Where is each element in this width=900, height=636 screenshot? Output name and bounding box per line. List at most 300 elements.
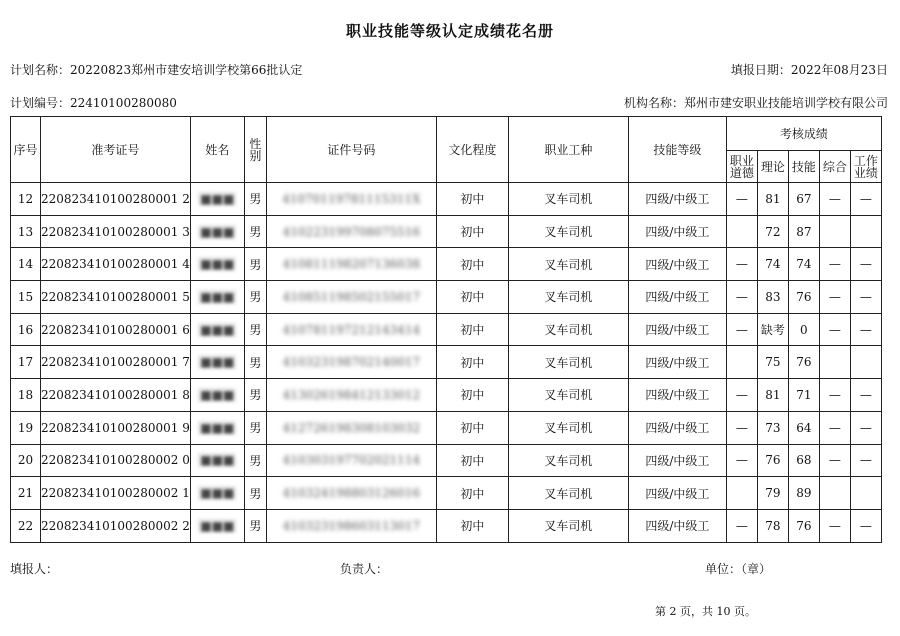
- cell-comp: [819, 477, 850, 510]
- edu-value: 初中: [460, 519, 485, 534]
- cell-level: [628, 444, 726, 477]
- cell-gender: [244, 215, 266, 248]
- name-value: ■■■: [200, 518, 235, 533]
- cell-seq: [11, 509, 41, 542]
- edu-value: 初中: [460, 355, 485, 370]
- table-row: [11, 379, 882, 412]
- cell-theory: [757, 509, 788, 542]
- edu-value: 初中: [460, 257, 485, 272]
- edu-value: 初中: [460, 421, 485, 436]
- cell-gender: [244, 509, 266, 542]
- gender-value: 男: [249, 355, 262, 370]
- ticket-value: 220823410100280001 7: [41, 355, 190, 370]
- job-value: 叉车司机: [544, 355, 593, 370]
- cell-level: [628, 346, 726, 379]
- cell-work: [850, 346, 881, 379]
- edu-value: 初中: [460, 323, 485, 338]
- seq-value: 16: [17, 322, 34, 337]
- cell-edu: [436, 346, 508, 379]
- cell-gender: [244, 444, 266, 477]
- cell-ticket: [41, 477, 191, 510]
- table-row: [11, 313, 882, 346]
- cell-seq: [11, 411, 41, 444]
- gender-value: 男: [249, 388, 262, 403]
- skill-value: 71: [796, 387, 812, 402]
- level-value: 四级/中级工: [645, 225, 710, 240]
- edu-value: 初中: [460, 453, 485, 468]
- cell-work: [850, 248, 881, 281]
- ticket-value: 220823410100280002 2: [41, 518, 190, 533]
- cell-ticket: [41, 411, 191, 444]
- cell-theory: [757, 411, 788, 444]
- edu-value: 初中: [460, 192, 485, 207]
- cell-seq: [11, 477, 41, 510]
- theory-value: 79: [765, 486, 781, 501]
- theory-value: 72: [765, 224, 781, 239]
- header-seq: 序号: [11, 117, 41, 183]
- header-ethics: 职业道德: [726, 151, 757, 183]
- cell-seq: [11, 313, 41, 346]
- header-ticket: 准考证号: [41, 117, 191, 183]
- name-value: ■■■: [200, 355, 235, 370]
- gender-value: 男: [249, 323, 262, 338]
- cell-comp: [819, 379, 850, 412]
- header-level: 技能等级: [628, 117, 726, 183]
- theory-value: 78: [765, 518, 781, 533]
- theory-value: 73: [765, 420, 781, 435]
- cell-comp: [819, 183, 850, 216]
- level-value: 四级/中级工: [645, 519, 710, 534]
- cell-job: [508, 509, 628, 542]
- cell-skill: [788, 313, 819, 346]
- cell-ticket: [41, 346, 191, 379]
- edu-value: 初中: [460, 388, 485, 403]
- gender-value: 男: [249, 486, 262, 501]
- cell-id: [266, 346, 436, 379]
- cell-ticket: [41, 444, 191, 477]
- id-value: 410851198502155017: [282, 289, 421, 304]
- cell-comp: [819, 281, 850, 314]
- cell-id: [266, 477, 436, 510]
- cell-theory: [757, 215, 788, 248]
- cell-edu: [436, 379, 508, 412]
- cell-comp: [819, 313, 850, 346]
- cell-skill: [788, 444, 819, 477]
- level-value: 四级/中级工: [645, 290, 710, 305]
- cell-work: [850, 313, 881, 346]
- work-value: —: [859, 257, 872, 272]
- header-theory: 理论: [757, 151, 788, 183]
- theory-value: 83: [765, 289, 781, 304]
- job-value: 叉车司机: [544, 192, 593, 207]
- cell-name: [190, 215, 244, 248]
- id-value: 410811198207136038: [282, 257, 421, 272]
- work-value: —: [859, 322, 872, 337]
- seq-value: 18: [17, 387, 34, 402]
- gender-value: 男: [249, 225, 262, 240]
- job-value: 叉车司机: [544, 225, 593, 240]
- page-title: 职业技能等级认定成绩花名册: [345, 22, 554, 40]
- cell-name: [190, 313, 244, 346]
- ethics-value: —: [735, 322, 748, 337]
- cell-seq: [11, 346, 41, 379]
- seq-value: 14: [17, 257, 34, 272]
- header-id: 证件号码: [266, 117, 436, 183]
- id-value: 410323198603113017: [282, 518, 421, 533]
- comp-value: —: [828, 387, 841, 402]
- cell-edu: [436, 281, 508, 314]
- theory-value: 缺考: [760, 323, 785, 338]
- cell-id: [266, 509, 436, 542]
- cell-name: [190, 248, 244, 281]
- level-value: 四级/中级工: [645, 453, 710, 468]
- theory-value: 75: [765, 355, 781, 370]
- cell-skill: [788, 379, 819, 412]
- cell-name: [190, 509, 244, 542]
- edu-value: 初中: [460, 486, 485, 501]
- job-value: 叉车司机: [544, 323, 593, 338]
- skill-value: 76: [796, 518, 812, 533]
- cell-ticket: [41, 281, 191, 314]
- cell-id: [266, 313, 436, 346]
- comp-value: —: [828, 322, 841, 337]
- id-value: 410781197212143414: [282, 322, 421, 337]
- gender-value: 男: [249, 192, 262, 207]
- cell-edu: [436, 444, 508, 477]
- plan-number: 计划编号：22410100280080: [10, 96, 177, 110]
- cell-level: [628, 215, 726, 248]
- cell-skill: [788, 411, 819, 444]
- cell-ticket: [41, 509, 191, 542]
- ticket-value: 220823410100280001 4: [41, 257, 190, 272]
- comp-value: —: [828, 518, 841, 533]
- id-value: 410303197702021114: [282, 453, 421, 468]
- skill-value: 87: [796, 224, 812, 239]
- cell-name: [190, 411, 244, 444]
- seq-value: 20: [17, 453, 34, 468]
- name-value: ■■■: [200, 289, 235, 304]
- cell-edu: [436, 183, 508, 216]
- id-value: 410323198702140017: [282, 355, 421, 370]
- page-number: 第 2 页，共 10 页。: [655, 605, 756, 618]
- skill-value: 76: [796, 289, 812, 304]
- level-value: 四级/中级工: [645, 486, 710, 501]
- gender-value: 男: [249, 290, 262, 305]
- table-row: [11, 477, 882, 510]
- ticket-value: 220823410100280001 8: [41, 387, 190, 402]
- skill-value: 0: [800, 322, 808, 337]
- cell-job: [508, 215, 628, 248]
- cell-ticket: [41, 248, 191, 281]
- cell-ethics: [726, 346, 757, 379]
- ethics-value: —: [735, 257, 748, 272]
- cell-theory: [757, 379, 788, 412]
- cell-theory: [757, 444, 788, 477]
- cell-theory: [757, 183, 788, 216]
- level-value: 四级/中级工: [645, 421, 710, 436]
- ticket-value: 220823410100280001 2: [41, 191, 190, 206]
- seq-value: 15: [17, 289, 34, 304]
- cell-ethics: [726, 477, 757, 510]
- theory-value: 74: [765, 257, 781, 272]
- skill-value: 89: [796, 486, 812, 501]
- cell-ethics: [726, 215, 757, 248]
- cell-id: [266, 215, 436, 248]
- comp-value: —: [828, 191, 841, 206]
- cell-theory: [757, 346, 788, 379]
- cell-level: [628, 509, 726, 542]
- table-row: [11, 509, 882, 542]
- table-row: [11, 444, 882, 477]
- fill-date: 填报日期：2022年08月23日: [730, 63, 888, 77]
- cell-comp: [819, 215, 850, 248]
- comp-value: —: [828, 257, 841, 272]
- cell-level: [628, 477, 726, 510]
- cell-skill: [788, 248, 819, 281]
- table-row: [11, 411, 882, 444]
- cell-ethics: [726, 379, 757, 412]
- cell-job: [508, 411, 628, 444]
- level-value: 四级/中级工: [645, 257, 710, 272]
- cell-seq: [11, 183, 41, 216]
- cell-ticket: [41, 379, 191, 412]
- job-value: 叉车司机: [544, 486, 593, 501]
- cell-work: [850, 281, 881, 314]
- ethics-value: —: [735, 518, 748, 533]
- header-skill: 技能: [788, 151, 819, 183]
- cell-edu: [436, 509, 508, 542]
- table-row: [11, 183, 882, 216]
- cell-skill: [788, 509, 819, 542]
- header-job: 职业工种: [508, 117, 628, 183]
- cell-id: [266, 281, 436, 314]
- cell-comp: [819, 346, 850, 379]
- cell-seq: [11, 281, 41, 314]
- gender-value: 男: [249, 257, 262, 272]
- cell-ticket: [41, 313, 191, 346]
- skill-value: 76: [796, 355, 812, 370]
- cell-job: [508, 248, 628, 281]
- cell-seq: [11, 444, 41, 477]
- theory-value: 76: [765, 453, 781, 468]
- cell-job: [508, 346, 628, 379]
- ticket-value: 220823410100280001 3: [41, 224, 190, 239]
- cell-comp: [819, 248, 850, 281]
- cell-skill: [788, 215, 819, 248]
- cell-seq: [11, 215, 41, 248]
- cell-level: [628, 281, 726, 314]
- cell-work: [850, 215, 881, 248]
- job-value: 叉车司机: [544, 519, 593, 534]
- name-value: ■■■: [200, 420, 235, 435]
- cell-edu: [436, 248, 508, 281]
- cell-ethics: [726, 183, 757, 216]
- cell-job: [508, 477, 628, 510]
- footer-unit: 单位：（章）: [705, 562, 772, 576]
- cell-level: [628, 248, 726, 281]
- level-value: 四级/中级工: [645, 355, 710, 370]
- skill-value: 67: [796, 191, 812, 206]
- edu-value: 初中: [460, 290, 485, 305]
- cell-comp: [819, 411, 850, 444]
- cell-name: [190, 281, 244, 314]
- work-value: —: [859, 191, 872, 206]
- cell-id: [266, 248, 436, 281]
- skill-value: 74: [796, 257, 812, 272]
- cell-gender: [244, 281, 266, 314]
- table-row: [11, 248, 882, 281]
- work-value: —: [859, 453, 872, 468]
- ticket-value: 220823410100280001 9: [41, 420, 190, 435]
- name-value: ■■■: [200, 224, 235, 239]
- cell-skill: [788, 183, 819, 216]
- cell-ticket: [41, 215, 191, 248]
- cell-work: [850, 444, 881, 477]
- seq-value: 21: [17, 486, 34, 501]
- cell-comp: [819, 444, 850, 477]
- cell-theory: [757, 477, 788, 510]
- level-value: 四级/中级工: [645, 323, 710, 338]
- name-value: ■■■: [200, 387, 235, 402]
- cell-edu: [436, 215, 508, 248]
- gender-value: 男: [249, 519, 262, 534]
- cell-gender: [244, 313, 266, 346]
- cell-seq: [11, 248, 41, 281]
- ticket-value: 220823410100280001 5: [41, 289, 190, 304]
- cell-edu: [436, 411, 508, 444]
- cell-ethics: [726, 313, 757, 346]
- ticket-value: 220823410100280002 0: [41, 453, 190, 468]
- seq-value: 12: [17, 191, 34, 206]
- cell-skill: [788, 346, 819, 379]
- table-row: [11, 281, 882, 314]
- organization-name: 机构名称：郑州市建安职业技能培训学校有限公司: [623, 96, 888, 110]
- id-value: 41070119781115311X: [282, 191, 421, 206]
- job-value: 叉车司机: [544, 257, 593, 272]
- job-value: 叉车司机: [544, 388, 593, 403]
- edu-value: 初中: [460, 225, 485, 240]
- cell-skill: [788, 477, 819, 510]
- cell-level: [628, 313, 726, 346]
- cell-seq: [11, 379, 41, 412]
- cell-level: [628, 379, 726, 412]
- score-roster-table: [10, 116, 882, 543]
- theory-value: 81: [765, 387, 781, 402]
- ethics-value: —: [735, 191, 748, 206]
- cell-work: [850, 509, 881, 542]
- cell-gender: [244, 346, 266, 379]
- seq-value: 13: [17, 224, 34, 239]
- level-value: 四级/中级工: [645, 388, 710, 403]
- cell-ethics: [726, 411, 757, 444]
- ticket-value: 220823410100280002 1: [41, 486, 190, 501]
- cell-id: [266, 411, 436, 444]
- footer-reporter: 填报人：: [10, 562, 59, 576]
- work-value: —: [859, 387, 872, 402]
- ticket-value: 220823410100280001 6: [41, 322, 190, 337]
- cell-name: [190, 444, 244, 477]
- cell-name: [190, 477, 244, 510]
- ethics-value: —: [735, 453, 748, 468]
- header-gender: 性别: [244, 117, 266, 183]
- cell-theory: [757, 313, 788, 346]
- cell-gender: [244, 379, 266, 412]
- name-value: ■■■: [200, 486, 235, 501]
- cell-theory: [757, 248, 788, 281]
- cell-gender: [244, 183, 266, 216]
- header-name: 姓名: [190, 117, 244, 183]
- work-value: —: [859, 518, 872, 533]
- cell-gender: [244, 477, 266, 510]
- header-scores: 考核成绩: [726, 117, 881, 151]
- cell-job: [508, 183, 628, 216]
- cell-work: [850, 379, 881, 412]
- cell-comp: [819, 509, 850, 542]
- cell-ticket: [41, 183, 191, 216]
- footer-responsible: 负责人：: [340, 562, 389, 576]
- cell-edu: [436, 477, 508, 510]
- plan-name: 计划名称：20220823郑州市建安培训学校第66批认定: [10, 63, 303, 77]
- name-value: ■■■: [200, 191, 235, 206]
- id-value: 413026198412133012: [282, 387, 421, 402]
- skill-value: 68: [796, 453, 812, 468]
- cell-id: [266, 444, 436, 477]
- cell-level: [628, 411, 726, 444]
- comp-value: —: [828, 289, 841, 304]
- cell-ethics: [726, 444, 757, 477]
- job-value: 叉车司机: [544, 453, 593, 468]
- cell-job: [508, 379, 628, 412]
- work-value: —: [859, 289, 872, 304]
- table-row: [11, 215, 882, 248]
- ethics-value: —: [735, 387, 748, 402]
- gender-value: 男: [249, 421, 262, 436]
- cell-work: [850, 411, 881, 444]
- cell-gender: [244, 411, 266, 444]
- header-work: 工作业绩: [850, 151, 881, 183]
- id-value: 410223199708075516: [282, 224, 421, 239]
- level-value: 四级/中级工: [645, 192, 710, 207]
- header-comprehensive: 综合: [819, 151, 850, 183]
- job-value: 叉车司机: [544, 421, 593, 436]
- cell-level: [628, 183, 726, 216]
- theory-value: 81: [765, 191, 781, 206]
- table-row: [11, 346, 882, 379]
- name-value: ■■■: [200, 322, 235, 337]
- cell-name: [190, 183, 244, 216]
- cell-id: [266, 183, 436, 216]
- id-value: 412726198308103032: [282, 420, 421, 435]
- cell-skill: [788, 281, 819, 314]
- cell-name: [190, 379, 244, 412]
- ethics-value: —: [735, 289, 748, 304]
- cell-job: [508, 281, 628, 314]
- seq-value: 17: [17, 355, 34, 370]
- id-value: 410324198803126016: [282, 486, 421, 501]
- gender-value: 男: [249, 453, 262, 468]
- seq-value: 19: [17, 420, 34, 435]
- cell-work: [850, 477, 881, 510]
- comp-value: —: [828, 453, 841, 468]
- name-value: ■■■: [200, 453, 235, 468]
- cell-gender: [244, 248, 266, 281]
- cell-job: [508, 444, 628, 477]
- cell-id: [266, 379, 436, 412]
- cell-edu: [436, 313, 508, 346]
- cell-ethics: [726, 281, 757, 314]
- cell-theory: [757, 281, 788, 314]
- seq-value: 22: [17, 518, 34, 533]
